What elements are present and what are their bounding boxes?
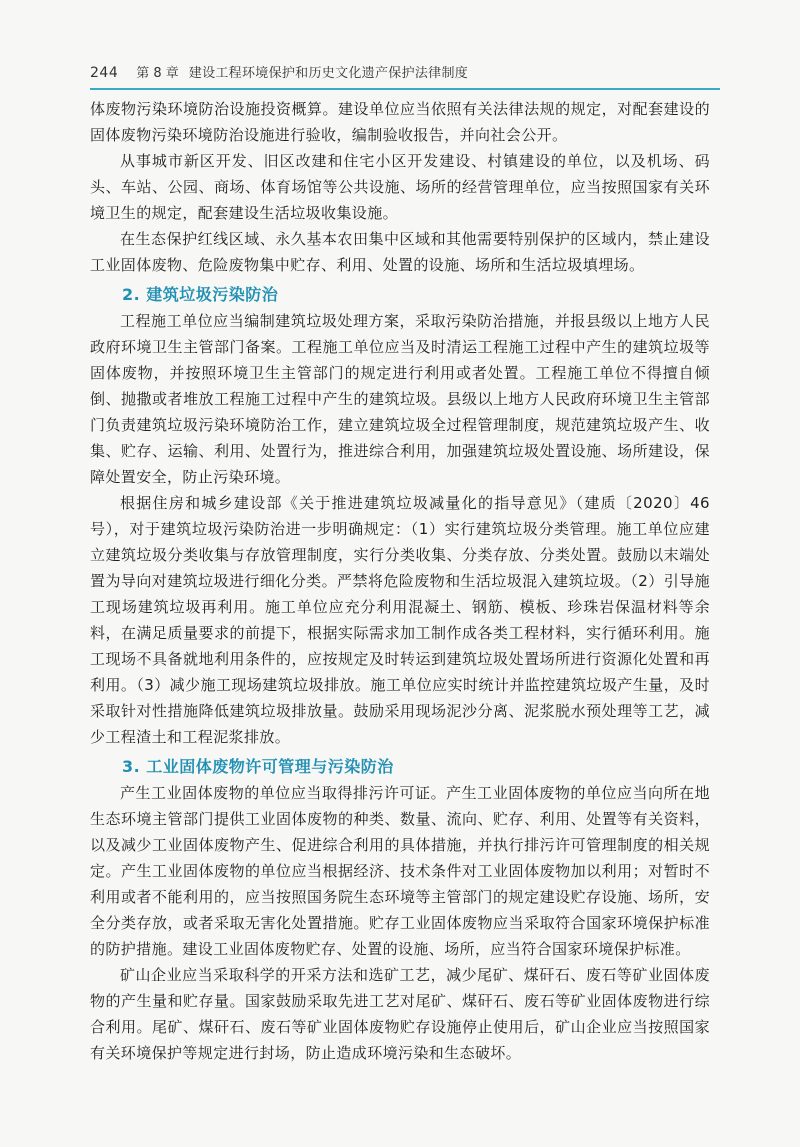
section-heading: 3. 工业固体废物许可管理与污染防治 [122, 757, 394, 776]
running-header [90, 62, 710, 84]
paragraph: 在生态保护红线区域、永久基本农田集中区域和其他需要特别保护的区域内，禁止建设工业固体废物、危险废物集中贮存、利用、处置的设施、场所和生活垃圾填埋场。 [90, 230, 710, 274]
paragraph: 产生工业固体废物的单位应当取得排污许可证。产生工业固体废物的单位应当向所在地生态环境主管部门提供工业固体废物的种类、数量、流向、贮存、利用、处置等有关资料，以及减少工业固体废物产生、促进综合利用的具体措施，并执行排污许可管理制度的相关规定。产生工业固体废物的单位应当根据经济、技术条件对工业固体废物加以利用；对暂时不利用或者不能利用的，应当按照国务院生态环境等主管部门的规定建设贮存设施、场所，安全分类存放，或者采取无害化处置措施。贮存工业固体废物应当采取符合国家环境保护标准的防护措施。建设工业固体废物贮存、处置的设施、场所，应当符合国家环境保护标准。 [90, 784, 710, 958]
page-number: 244 [90, 65, 119, 81]
paragraph: 根据住房和城乡建设部《关于推进建筑垃圾减量化的指导意见》（建质〔2020〕46号），对于建筑垃圾污染防治进一步明确规定：（1）实行建筑垃圾分类管理。施工单位应建立建筑垃圾分类收集与存放管理制度，实行分类收集、分类存放、分类处置。鼓励以末端处置为导向对建筑垃圾进行细化分类。严禁将危险废物和生活垃圾混入建筑垃圾。（2）引导施工现场建筑垃圾再利用。施工单位应充分利用混凝土、钢筋、模板、珍珠岩保温材料等余料，在满足质量要求的前提下，根据实际需求加工制作成各类工程材料，实行循环利用。施工现场不具备就地利用条件的，应按规定及时转运到建筑垃圾处置场所进行资源化处置和再利用。（3）减少施工现场建筑垃圾排放。施工单位应实时统计并监控建筑垃圾产生量，及时采取针对性措施降低建筑垃圾排放量。鼓励采用现场泥沙分离、泥浆脱水预处理等工艺，减少工程渣土和工程泥浆排放。 [90, 494, 710, 746]
page-body [90, 96, 710, 1066]
chapter-label: 第 8 章 [136, 66, 179, 81]
paragraph: 从事城市新区开发、旧区改建和住宅小区开发建设、村镇建设的单位，以及机场、码头、车站、公园、商场、体育场馆等公共设施、场所的经营管理单位，应当按照国家有关环境卫生的规定，配套建设生活垃圾收集设施。 [90, 152, 710, 222]
chapter-title: 建设工程环境保护和历史文化遗产保护法律制度 [188, 66, 469, 81]
paragraph: 工程施工单位应当编制建筑垃圾处理方案，采取污染防治措施，并报县级以上地方人民政府环境卫生主管部门备案。工程施工单位应当及时清运工程施工过程中产生的建筑垃圾等固体废物，并按照环境卫生主管部门的规定进行利用或者处置。工程施工单位不得擅自倾倒、抛撒或者堆放工程施工过程中产生的建筑垃圾。县级以上地方人民政府环境卫生主管部门负责建筑垃圾污染环境防治工作，建立建筑垃圾全过程管理制度，规范建筑垃圾产生、收集、贮存、运输、利用、处置行为，推进综合利用，加强建筑垃圾处置设施、场所建设，保障处置安全，防止污染环境。 [90, 312, 710, 486]
paragraph-continued: 体废物污染环境防治设施投资概算。建设单位应当依照有关法律法规的规定，对配套建设的固体废物污染环境防治设施进行验收，编制验收报告，并向社会公开。 [90, 100, 710, 144]
paragraph: 矿山企业应当采取科学的开采方法和选矿工艺，减少尾矿、煤矸石、废石等矿业固体废物的产生量和贮存量。国家鼓励采取先进工艺对尾矿、煤矸石、废石等矿业固体废物进行综合利用。尾矿、煤矸石、废石等矿业固体废物贮存设施停止使用后，矿山企业应当按照国家有关环境保护等规定进行封场，防止造成环境污染和生态破坏。 [90, 966, 710, 1062]
header-divider [90, 88, 720, 90]
section-heading: 2. 建筑垃圾污染防治 [122, 285, 279, 304]
